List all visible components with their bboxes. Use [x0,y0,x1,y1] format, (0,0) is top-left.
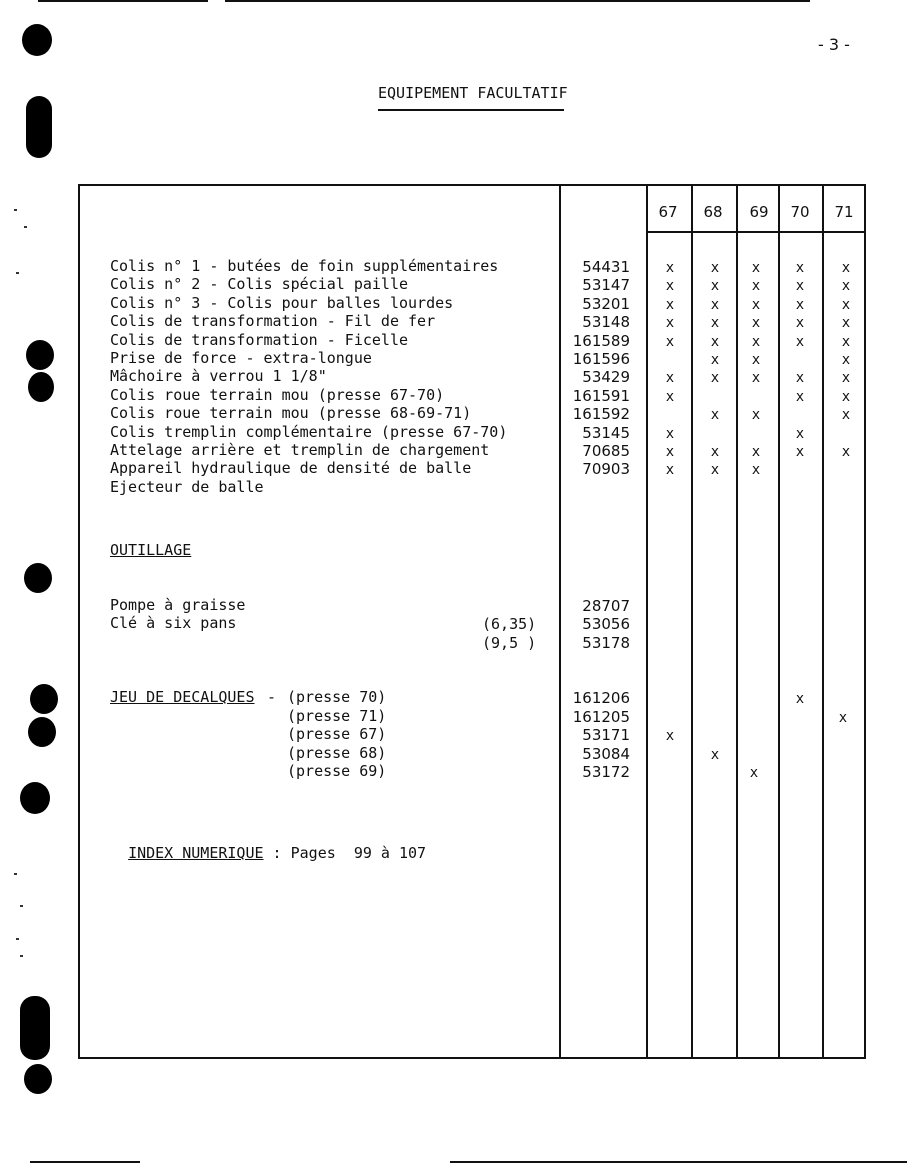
compat-mark: x [795,370,805,386]
scan-speck [24,226,27,228]
compat-mark: x [795,315,805,331]
compat-mark: x [841,260,851,276]
header-divider [647,231,866,233]
compat-mark: x [665,389,675,405]
compat-mark: x [749,765,759,781]
compat-mark: x [751,260,761,276]
equipment-code: 161589 [572,332,630,350]
scan-speck [20,905,23,907]
scan-speck [20,955,23,957]
binder-hole [30,684,58,714]
compat-mark: x [751,278,761,294]
equipment-label: Colis de transformation - Fil de fer [110,312,436,330]
outillage-item-label: Clé à six pans [110,614,237,632]
column-divider [822,184,824,1059]
compat-mark: x [665,278,675,294]
column-divider [736,184,738,1059]
outillage-item-size: (6,35) [482,615,537,633]
decalque-label: (presse 67) [287,725,387,743]
equipment-label: Colis n° 2 - Colis spécial paille [110,275,409,293]
decalque-code: 161206 [572,689,630,707]
equipment-code: 53148 [582,313,630,331]
equipment-code: 53201 [582,295,630,313]
decalque-label: (presse 71) [287,707,387,725]
compat-mark: x [665,334,675,350]
equipment-label: Colis n° 1 - butées de foin supplémentaires [110,257,499,275]
decalque-label: (presse 68) [287,744,387,762]
compat-mark: x [710,334,720,350]
compat-mark: x [665,462,675,478]
equipment-label: Colis n° 3 - Colis pour balles lourdes [110,294,454,312]
decalques-dash: - [267,688,277,706]
column-divider [778,184,780,1059]
equipment-code: 54431 [582,258,630,276]
scan-speck [14,873,17,875]
equipment-label: Appareil hydraulique de densité de balle [110,459,472,477]
binder-slot [26,96,52,158]
compat-mark: x [841,334,851,350]
compat-mark: x [841,407,851,423]
decalque-label: (presse 69) [287,762,387,780]
decalque-code: 53084 [582,745,630,763]
compat-mark: x [710,315,720,331]
equipment-label: Colis de transformation - Ficelle [110,331,409,349]
equipment-code: 70685 [582,442,630,460]
decalque-code: 53172 [582,763,630,781]
equipment-label: Attelage arrière et tremplin de chargement [110,441,490,459]
scan-speck [16,272,19,274]
equipment-code: 161592 [572,405,630,423]
compat-mark: x [751,444,761,460]
decalque-code: 161205 [572,708,630,726]
compat-mark: x [795,334,805,350]
compat-mark: x [795,444,805,460]
compat-mark: x [665,728,675,744]
compat-mark: x [710,370,720,386]
compat-mark: x [710,462,720,478]
compat-mark: x [751,315,761,331]
compat-mark: x [841,370,851,386]
compat-mark: x [710,444,720,460]
compat-mark: x [795,297,805,313]
year-header-71: 71 [834,203,854,221]
compat-mark: x [795,260,805,276]
year-header-69: 69 [749,203,769,221]
binder-hole [22,24,52,56]
binder-hole [28,372,54,402]
outillage-item-size: (9,5 ) [482,634,537,652]
index-heading: INDEX NUMERIQUE [128,844,264,862]
page-title: EQUIPEMENT FACULTATIF [378,84,568,102]
compat-mark: x [795,278,805,294]
compat-mark: x [710,297,720,313]
equipment-label: Colis roue terrain mou (presse 67-70) [110,386,445,404]
compat-mark: x [841,444,851,460]
compat-mark: x [665,444,675,460]
compat-mark: x [795,426,805,442]
compat-mark: x [751,297,761,313]
compat-mark: x [665,260,675,276]
compat-mark: x [841,297,851,313]
equipment-label: Prise de force - extra-longue [110,349,372,367]
binder-hole [24,563,52,593]
equipment-label: Colis tremplin complémentaire (presse 67-70) [110,423,508,441]
decalque-code: 53171 [582,726,630,744]
compat-mark: x [665,297,675,313]
page-number: - 3 - [818,35,850,54]
binder-hole [28,717,56,747]
compat-mark: x [841,315,851,331]
compat-mark: x [795,691,805,707]
compat-mark: x [841,389,851,405]
column-divider [691,184,693,1059]
compat-mark: x [751,370,761,386]
scan-edge-bottom [450,1161,907,1163]
compat-mark: x [841,352,851,368]
equipment-label: Mâchoire à verrou 1 1/8" [110,367,327,385]
compat-mark: x [665,370,675,386]
equipment-code: 53147 [582,276,630,294]
compat-mark: x [841,278,851,294]
outillage-item-code: 28707 [582,597,630,615]
binder-hole [26,340,54,370]
scan-edge-top [225,0,810,2]
compat-mark: x [751,334,761,350]
compat-mark: x [838,710,848,726]
index-text: : Pages 99 à 107 [263,844,427,862]
outillage-item-code: 53056 [582,615,630,633]
scan-edge-top [38,0,208,2]
decalque-label: (presse 70) [287,688,387,706]
equipment-code: 53429 [582,368,630,386]
scan-edge-bottom [30,1161,140,1163]
scan-speck [14,209,17,211]
equipment-label: Colis roue terrain mou (presse 68-69-71) [110,404,472,422]
equipment-code: 53145 [582,424,630,442]
index-line [110,826,426,862]
compat-mark: x [751,352,761,368]
column-divider [646,184,648,1059]
binder-hole [20,782,50,814]
compat-mark: x [710,352,720,368]
outillage-item-label: Pompe à graisse [110,596,246,614]
compat-mark: x [710,260,720,276]
binder-slot [20,996,50,1060]
compat-mark: x [665,426,675,442]
year-header-67: 67 [658,203,678,221]
scan-speck [16,938,19,940]
equipment-code: 70903 [582,460,630,478]
compat-mark: x [710,407,720,423]
outillage-item-code: 53178 [582,634,630,652]
compat-mark: x [665,315,675,331]
equipment-label: Ejecteur de balle [110,478,264,496]
equipment-code: 161596 [572,350,630,368]
binder-hole [24,1064,52,1094]
outillage-heading: OUTILLAGE [110,541,192,559]
compat-mark: x [710,747,720,763]
year-header-68: 68 [703,203,723,221]
column-divider [559,184,561,1059]
equipment-code: 161591 [572,387,630,405]
title-underline [378,109,564,111]
decalques-heading: JEU DE DECALQUES [110,688,255,706]
compat-mark: x [751,462,761,478]
compat-mark: x [710,278,720,294]
compat-mark: x [751,407,761,423]
compat-mark: x [795,389,805,405]
year-header-70: 70 [790,203,810,221]
